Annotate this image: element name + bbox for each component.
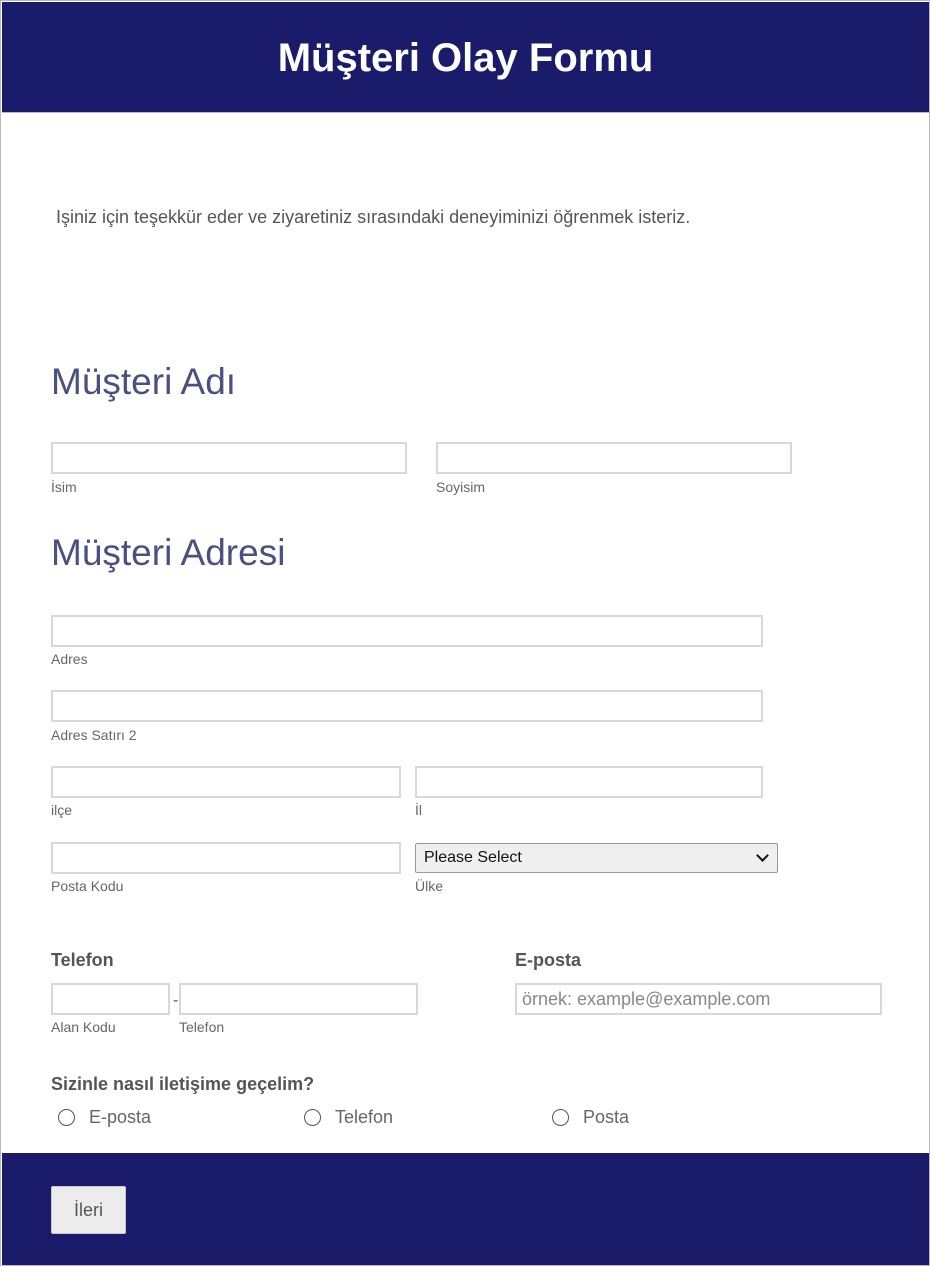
contact-option-label: E-posta bbox=[89, 1107, 152, 1127]
district-input[interactable] bbox=[51, 766, 401, 798]
radio-circle-icon[interactable] bbox=[58, 1109, 75, 1126]
contact-option-mail[interactable] bbox=[552, 1107, 629, 1128]
country-select[interactable] bbox=[415, 843, 778, 873]
radio-circle-icon[interactable] bbox=[552, 1109, 569, 1126]
district-sublabel: ilçe bbox=[51, 802, 73, 818]
area-code-input[interactable] bbox=[51, 983, 170, 1015]
next-button[interactable]: İleri bbox=[51, 1186, 126, 1234]
last-name-sublabel: Soyisim bbox=[436, 479, 486, 495]
form-footer bbox=[2, 1153, 929, 1266]
postal-code-sublabel: Posta Kodu bbox=[51, 878, 124, 894]
phone-label: Telefon bbox=[51, 950, 114, 970]
form-title: Müşteri Olay Formu bbox=[277, 36, 654, 80]
contact-option-email[interactable] bbox=[58, 1107, 151, 1128]
address-line2-input[interactable] bbox=[51, 690, 763, 722]
phone-number-input[interactable] bbox=[179, 983, 418, 1015]
contact-question: Sizinle nasıl iletişime geçelim? bbox=[51, 1074, 315, 1094]
area-code-sublabel: Alan Kodu bbox=[51, 1019, 116, 1035]
address-section-title: Müşteri Adresi bbox=[51, 532, 286, 573]
postal-code-input[interactable] bbox=[51, 842, 401, 874]
address-line1-input[interactable] bbox=[51, 615, 763, 647]
country-sublabel: Ülke bbox=[415, 878, 444, 894]
city-sublabel: İl bbox=[415, 802, 422, 818]
country-selected-value: Please Select bbox=[424, 849, 522, 866]
first-name-sublabel: İsim bbox=[51, 479, 77, 495]
last-name-input[interactable] bbox=[436, 442, 792, 474]
address-line1-sublabel: Adres bbox=[51, 651, 88, 667]
contact-option-label: Telefon bbox=[335, 1107, 394, 1127]
name-section-title: Müşteri Adı bbox=[51, 361, 237, 402]
contact-option-phone[interactable] bbox=[304, 1107, 393, 1128]
chevron-down-icon bbox=[756, 849, 769, 862]
address-line2-sublabel: Adres Satırı 2 bbox=[51, 727, 137, 743]
form-header bbox=[2, 2, 929, 113]
radio-circle-icon[interactable] bbox=[304, 1109, 321, 1126]
email-input[interactable] bbox=[515, 983, 882, 1015]
intro-text: Işiniz için teşekkür eder ve ziyaretiniz sırasındaki deneyiminizi öğrenmek isteriz. bbox=[56, 207, 691, 227]
phone-number-sublabel: Telefon bbox=[179, 1019, 225, 1035]
contact-option-label: Posta bbox=[583, 1107, 630, 1127]
city-input[interactable] bbox=[415, 766, 763, 798]
first-name-input[interactable] bbox=[51, 442, 407, 474]
phone-separator: - bbox=[173, 992, 179, 1009]
email-label: E-posta bbox=[515, 950, 582, 970]
